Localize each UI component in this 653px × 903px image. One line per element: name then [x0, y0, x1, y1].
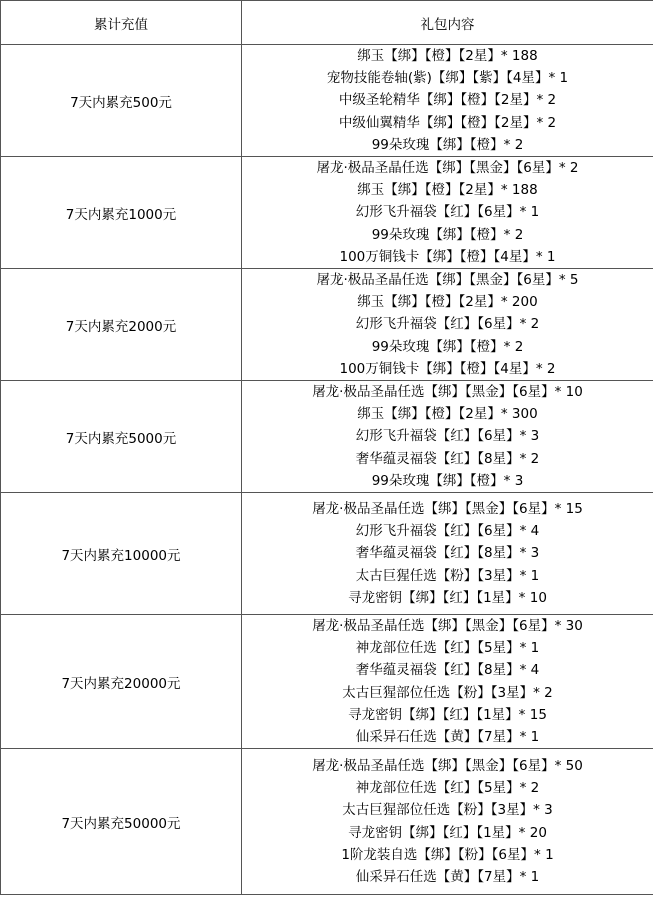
reward-item: 99朵玫瑰【绑】【橙】* 2 — [371, 136, 524, 153]
reward-item: 寻龙密钥【绑】【红】【1星】* 20 — [348, 824, 547, 841]
reward-item: 宠物技能卷轴(紫)【绑】【紫】【4星】* 1 — [326, 70, 569, 87]
reward-item: 幻形飞升福袋【红】【6星】* 3 — [355, 428, 540, 445]
reward-list — [242, 381, 653, 493]
reward-item: 太古巨猩部位任选【粉】【3星】* 3 — [342, 802, 553, 819]
reward-item: 屠龙·极品圣晶任选【绑】【黑金】【6星】* 30 — [312, 618, 583, 634]
table-row — [1, 45, 653, 157]
reward-list — [242, 615, 653, 749]
reward-item: 屠龙·极品圣晶任选【绑】【黑金】【6星】* 10 — [312, 384, 583, 401]
reward-item: 99朵玫瑰【绑】【橙】* 2 — [371, 338, 524, 355]
reward-item: 寻龙密钥【绑】【红】【1星】* 15 — [348, 706, 547, 723]
reward-item: 中级圣轮精华【绑】【橙】【2星】* 2 — [338, 92, 557, 109]
reward-list — [242, 493, 653, 615]
reward-item: 幻形飞升福袋【红】【6星】* 2 — [355, 316, 540, 333]
reward-item: 太古巨猩部位任选【粉】【3星】* 2 — [342, 684, 553, 701]
tier-label: 7天内累充10000元 — [1, 493, 242, 615]
reward-item: 神龙部位任选【红】【5星】* 2 — [355, 780, 540, 797]
reward-item: 幻形飞升福袋【红】【6星】* 1 — [355, 204, 540, 221]
header-tier: 累计充值 — [1, 1, 242, 45]
header-row — [1, 1, 653, 45]
tier-label: 7天内累充500元 — [1, 45, 242, 157]
tier-label: 7天内累充5000元 — [1, 381, 242, 493]
reward-list — [242, 157, 653, 269]
table-row — [1, 615, 653, 749]
reward-item: 1阶龙装自选【绑】【粉】【6星】* 1 — [341, 846, 554, 863]
reward-item: 中级仙翼精华【绑】【橙】【2星】* 2 — [338, 114, 557, 131]
tier-label: 7天内累充50000元 — [1, 749, 242, 895]
reward-item: 仙采异石任选【黄】【7星】* 1 — [355, 869, 540, 885]
reward-item: 99朵玫瑰【绑】【橙】* 3 — [371, 472, 524, 489]
reward-item: 绑玉【绑】【橙】【2星】* 188 — [357, 48, 538, 65]
reward-item: 奢华蕴灵福袋【红】【8星】* 2 — [355, 450, 540, 467]
tier-label: 7天内累充20000元 — [1, 615, 242, 749]
header-rewards: 礼包内容 — [242, 1, 653, 45]
reward-item: 寻龙密钥【绑】【红】【1星】* 10 — [348, 589, 547, 606]
reward-item: 奢华蕴灵福袋【红】【8星】* 4 — [355, 662, 540, 679]
reward-item: 奢华蕴灵福袋【红】【8星】* 3 — [355, 545, 540, 562]
reward-item: 绑玉【绑】【橙】【2星】* 188 — [357, 182, 538, 199]
reward-item: 太古巨猩任选【粉】【3星】* 1 — [355, 567, 540, 584]
tier-label: 7天内累充1000元 — [1, 157, 242, 269]
reward-item: 仙采异石任选【黄】【7星】* 1 — [355, 728, 540, 745]
reward-list — [242, 45, 653, 157]
reward-item: 神龙部位任选【红】【5星】* 1 — [355, 640, 540, 657]
reward-item: 100万铜钱卡【绑】【橙】【4星】* 2 — [339, 360, 556, 377]
reward-item: 屠龙·极品圣晶任选【绑】【黑金】【6星】* 15 — [312, 501, 583, 518]
tier-label: 7天内累充2000元 — [1, 269, 242, 381]
reward-item: 绑玉【绑】【橙】【2星】* 300 — [357, 406, 538, 423]
table-row — [1, 269, 653, 381]
table-row — [1, 381, 653, 493]
reward-item: 绑玉【绑】【橙】【2星】* 200 — [357, 294, 538, 311]
reward-list — [242, 269, 653, 381]
table-body — [1, 45, 653, 895]
reward-item: 屠龙·极品圣晶任选【绑】【黑金】【6星】* 50 — [312, 758, 583, 775]
table-row — [1, 493, 653, 615]
reward-item: 屠龙·极品圣晶任选【绑】【黑金】【6星】* 5 — [316, 272, 579, 289]
table-row — [1, 749, 653, 895]
reward-item: 100万铜钱卡【绑】【橙】【4星】* 1 — [339, 248, 556, 265]
reward-list — [242, 749, 653, 895]
reward-item: 屠龙·极品圣晶任选【绑】【黑金】【6星】* 2 — [316, 160, 579, 177]
reward-item: 99朵玫瑰【绑】【橙】* 2 — [371, 226, 524, 243]
table-row — [1, 157, 653, 269]
reward-item: 幻形飞升福袋【红】【6星】* 4 — [355, 523, 540, 540]
